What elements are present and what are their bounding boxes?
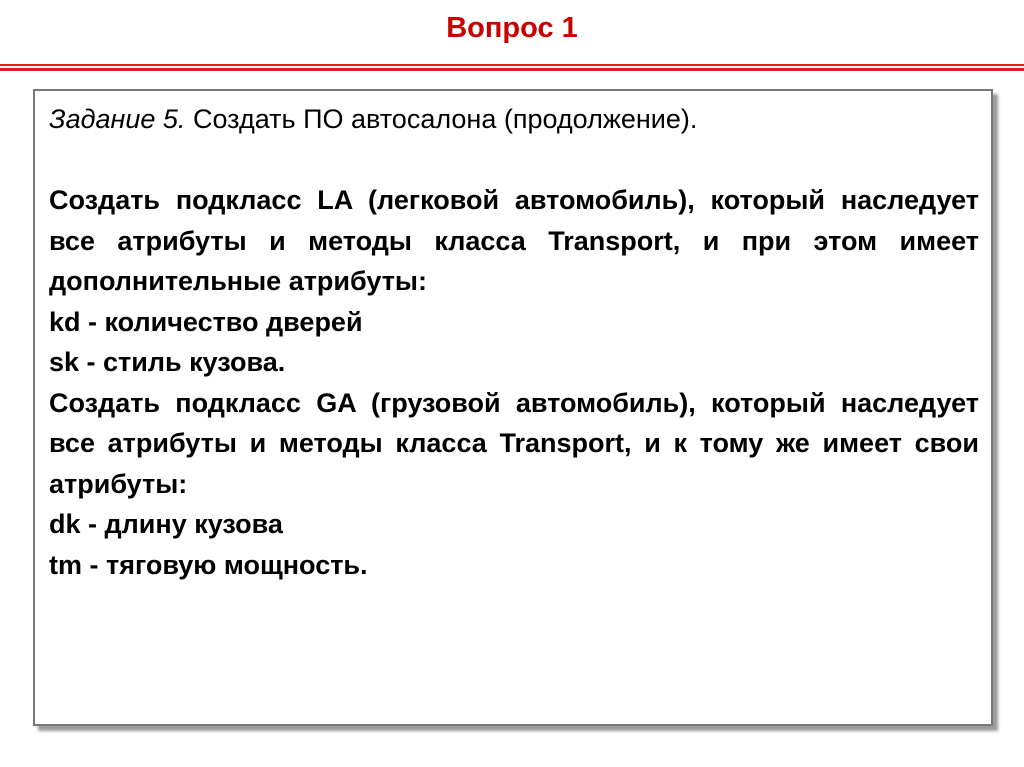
- attribute-sk: sk - стиль кузова.: [49, 347, 286, 377]
- title-divider-thick: [0, 68, 1024, 71]
- task-label: Задание 5.: [49, 104, 186, 134]
- task-paragraph-ga: Создать подкласс GA (грузовой автомобиль), который наследует все атрибуты и методы класса Transport, и к тому же имеет свои атрибуты:: [49, 387, 979, 499]
- blank-line: [49, 140, 979, 181]
- attribute-dk: dk - длину кузова: [49, 509, 283, 539]
- attribute-kd: kd - количество дверей: [49, 306, 363, 337]
- task-heading: [49, 99, 979, 140]
- task-heading-text: Создать ПО автосалона (продолжение).: [192, 104, 698, 134]
- task-text: [49, 99, 979, 585]
- title-divider-thin: [0, 64, 1024, 66]
- task-box: [33, 89, 993, 726]
- attribute-tm: tm - тяговую мощность.: [49, 549, 368, 580]
- task-paragraph-la: Создать подкласс LA (легковой автомобиль), который наследует все атрибуты и методы класса Transport, и при этом имеет дополнительные атрибуты:: [49, 185, 979, 296]
- slide-title: Вопрос 1: [446, 12, 578, 44]
